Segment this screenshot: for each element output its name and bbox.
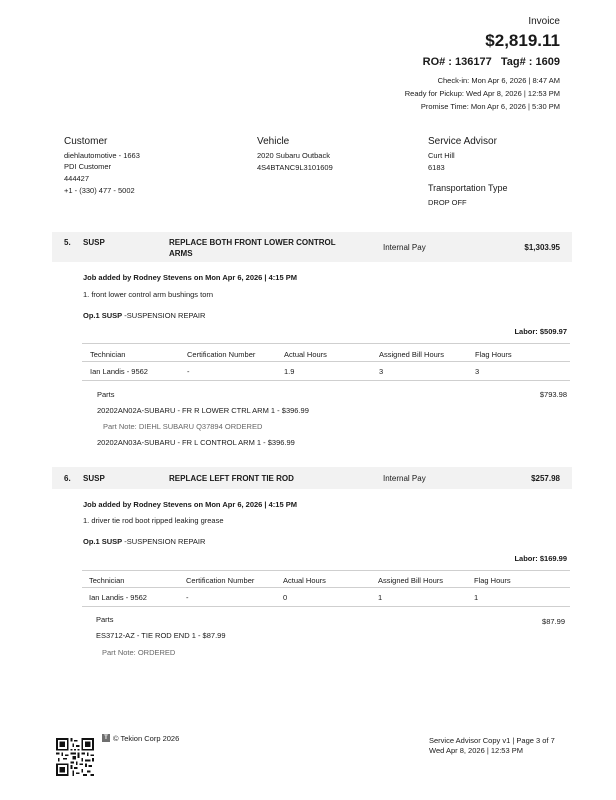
job-added-by: Job added by Rodney Stevens on Mon Apr 6, 2026 | 4:15 PM <box>83 500 297 509</box>
th-assigned: Assigned Bill Hours <box>378 576 444 585</box>
td-flag: 3 <box>475 367 480 376</box>
job-number: 5. <box>64 238 71 247</box>
td-cert: - <box>187 367 190 376</box>
part-note: Part Note: DIEHL SUBARU Q37894 ORDERED <box>103 422 263 431</box>
th-flag: Flag Hours <box>475 350 512 359</box>
job-amount: $1,303.95 <box>524 243 560 252</box>
job-code: SUSP <box>83 238 105 247</box>
th-cert: Certification Number <box>186 576 255 585</box>
job-number: 6. <box>64 474 71 483</box>
table-header-divider <box>82 587 570 588</box>
job-added-by: Job added by Rodney Stevens on Mon Apr 6, 2026 | 4:15 PM <box>83 273 297 282</box>
copyright: © Tekion Corp 2026 <box>113 734 180 743</box>
th-actual: Actual Hours <box>283 576 326 585</box>
customer-line3: 444427 <box>64 174 90 183</box>
ro-tag: RO# : 136177 Tag# : 1609 <box>422 56 560 68</box>
job-title: REPLACE BOTH FRONT LOWER CONTROL <box>169 238 336 247</box>
transport-value: DROP OFF <box>428 198 467 207</box>
customer-line2: PDI Customer <box>64 162 112 171</box>
invoice-label: Invoice <box>528 16 560 27</box>
part-line: 20202AN02A-SUBARU - FR R LOWER CTRL ARM 1 - $396.99 <box>97 406 309 415</box>
job-title: REPLACE LEFT FRONT TIE ROD <box>169 474 294 483</box>
job-concern: 1. front lower control arm bushings torn <box>83 290 214 299</box>
part-line: 20202AN03A-SUBARU - FR L CONTROL ARM 1 - $396.99 <box>97 438 295 447</box>
printed-time: Wed Apr 8, 2026 | 12:53 PM <box>429 746 523 755</box>
tekion-logo-icon: T <box>102 734 110 742</box>
checkin-time: Check-in: Mon Apr 6, 2026 | 8:47 AM <box>437 76 560 85</box>
operation-desc: -SUSPENSION REPAIR <box>122 311 206 320</box>
customer-line1: diehlautomotive - 1663 <box>64 151 140 160</box>
tech-table-border <box>82 343 570 344</box>
parts-total: $87.99 <box>542 617 565 626</box>
td-actual: 0 <box>283 593 288 602</box>
vehicle-vin: 4S4BTANC9L3101609 <box>257 163 333 172</box>
advisor-number: 6183 <box>428 163 445 172</box>
part-line: ES3712-AZ - TIE ROD END 1 - $87.99 <box>96 631 226 640</box>
td-assigned: 1 <box>378 593 383 602</box>
copy-info: Service Advisor Copy v1 | Page 3 of 7 <box>429 736 555 745</box>
vehicle-heading: Vehicle <box>257 136 290 147</box>
customer-heading: Customer <box>64 136 108 147</box>
td-technician: Ian Landis - 9562 <box>89 593 147 602</box>
job-header-band <box>52 467 572 489</box>
th-actual: Actual Hours <box>284 350 327 359</box>
operation-desc: -SUSPENSION REPAIR <box>122 537 206 546</box>
parts-label: Parts <box>96 615 114 624</box>
parts-total: $793.98 <box>539 390 567 399</box>
th-flag: Flag Hours <box>474 576 511 585</box>
labor-total: Labor: $169.99 <box>514 554 567 563</box>
job-operation <box>83 537 205 546</box>
labor-total: Labor: $509.97 <box>514 327 567 336</box>
job-pay-type: Internal Pay <box>383 474 426 483</box>
td-technician: Ian Landis - 9562 <box>90 367 148 376</box>
td-cert: - <box>186 593 189 602</box>
qr-code <box>56 738 94 776</box>
th-technician: Technician <box>89 576 125 585</box>
job-amount: $257.98 <box>531 474 560 483</box>
table-bottom-divider <box>82 380 570 381</box>
part-note: Part Note: ORDERED <box>102 648 176 657</box>
operation-code: Op.1 SUSP <box>83 537 123 546</box>
parts-label: Parts <box>97 390 115 399</box>
ready-time: Ready for Pickup: Wed Apr 8, 2026 | 12:53 PM <box>404 89 560 98</box>
job-header-band <box>52 232 572 262</box>
job-code: SUSP <box>83 474 105 483</box>
promise-time: Promise Time: Mon Apr 6, 2026 | 5:30 PM <box>420 102 560 111</box>
td-actual: 1.9 <box>284 367 295 376</box>
operation-code: Op.1 SUSP <box>83 311 123 320</box>
advisor-name: Curt Hill <box>428 151 455 160</box>
invoice-total: $2,819.11 <box>485 31 560 50</box>
table-bottom-divider <box>82 606 570 607</box>
tech-table-border <box>82 570 570 571</box>
job-title-cont: ARMS <box>169 249 193 258</box>
transport-heading: Transportation Type <box>428 183 508 193</box>
td-flag: 1 <box>474 593 479 602</box>
job-concern: 1. driver tie rod boot ripped leaking grease <box>83 516 224 525</box>
td-assigned: 3 <box>379 367 384 376</box>
customer-phone: +1 - (330) 477 - 5002 <box>64 186 135 195</box>
job-operation <box>83 311 205 320</box>
vehicle-model: 2020 Subaru Outback <box>257 151 330 160</box>
table-header-divider <box>82 361 570 362</box>
job-pay-type: Internal Pay <box>383 243 426 252</box>
th-cert: Certification Number <box>187 350 256 359</box>
th-assigned: Assigned Bill Hours <box>379 350 445 359</box>
advisor-heading: Service Advisor <box>428 136 497 147</box>
th-technician: Technician <box>90 350 126 359</box>
